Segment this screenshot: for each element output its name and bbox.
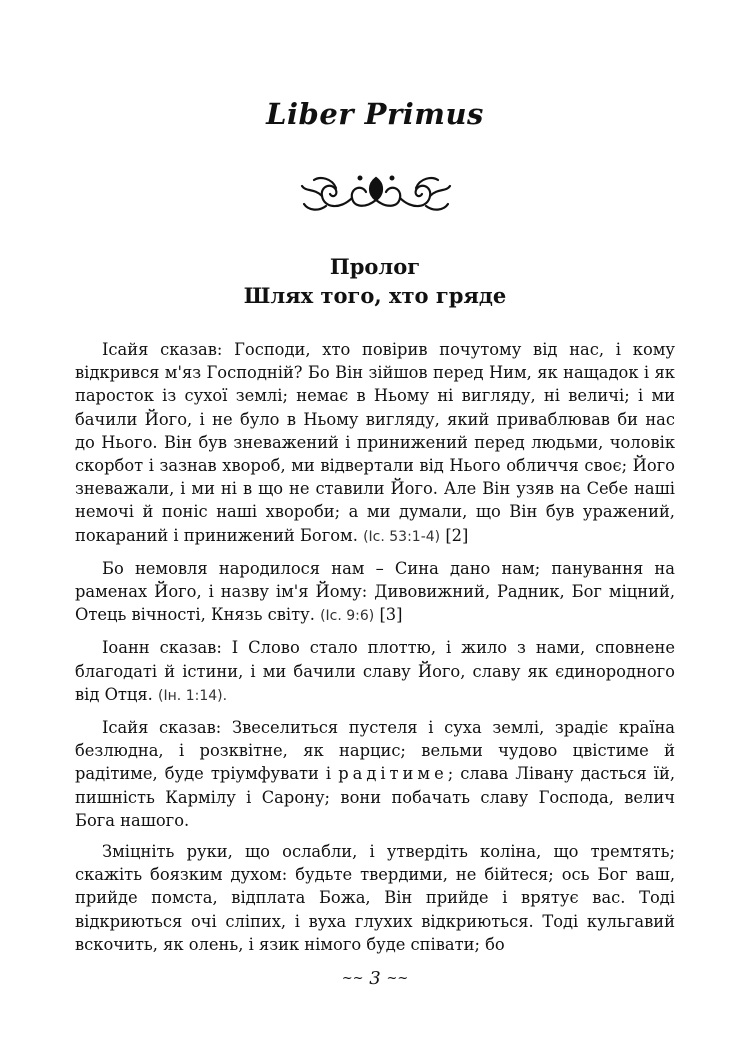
paragraph: Бо немовля народилося нам – Сина дано нам; панування на раменах Його, і назву ім'я Йому: Дивовижний, Радник, Бог міцний, Отець вічності, Князь світу. (Іс. 9:6) [3] — [75, 558, 675, 625]
scripture-reference: (Іс. 53:1-4) — [363, 528, 441, 545]
footnote-marker: [2] — [445, 525, 469, 545]
footnote-marker: [3] — [379, 605, 403, 625]
chapter-subheading: Шлях того, хто гряде — [243, 283, 507, 308]
floral-ornament-icon — [296, 170, 456, 216]
paragraph: Ісайя сказав: Господи, хто повірив почутому від нас, і кому відкрився м'яз Господній? Бо Він зійшов перед Ним, як нащадок і як паросток із сухої землі; немає в Ньому ні вигляду, ні величі; і ми бачили Його, і не було в Ньому вигляду, який приваблював би нас до Нього. Він був зневажений і принижений перед людьми, чоловік скорбот і зазнав хвороб, ми відвертали від Нього обличчя своє; Його зневажали, і ми ні в що не ставили Його. Але Він узяв на Себе наші немочі й поніс наші хвороби; а ми думали, що Він був уражений, покараний і принижений Богом. (Іс. 53:1-4) [2] — [75, 340, 675, 545]
paragraph: Ісайя сказав: Звеселиться пустеля і суха землі, зрадіє країна безлюдна, і розквітне, як нарцис; вельми чудово цвістиме й радітиме, буде тріумфувати і радітиме; слава Лівану дасться їй, пишність Кармілу і Сарону; вони побачать славу Господа, велич Бога нашого. — [75, 718, 675, 830]
page-number: 3 — [369, 968, 381, 989]
body-text — [75, 338, 675, 964]
paragraph: Зміцніть руки, що ослабли, і утвердіть коліна, що тремтять; скажіть боязким духом: будьте твердими, не бійтеся; ось Бог ваш, прийде помста, відплата Божа, Він прийде і врятує вас. Тоді відкриються очі сліпих, і вуха глухих відкриються. Тоді кульгавий вскочить, як олень, і язик німого буде співати; бо — [75, 842, 675, 954]
spaced-word: радітиме — [338, 764, 448, 784]
scripture-reference: (Ін. 1:14). — [158, 687, 228, 704]
leaf-left-icon: ~~ — [341, 971, 364, 986]
chapter-heading: Пролог — [329, 254, 421, 279]
book-title: Liber Primus — [266, 97, 484, 131]
scripture-reference: (Іс. 9:6) — [320, 608, 375, 625]
page-footer — [0, 968, 750, 989]
paragraph: Іоанн сказав: І Слово стало плоттю, і жило з нами, сповнене благодаті й істини, і ми бачили славу Його, славу як єдинородного від Отця. (Ін. 1:14). — [75, 638, 675, 704]
chapter-title — [0, 252, 750, 310]
leaf-right-icon: ~~ — [386, 971, 409, 986]
